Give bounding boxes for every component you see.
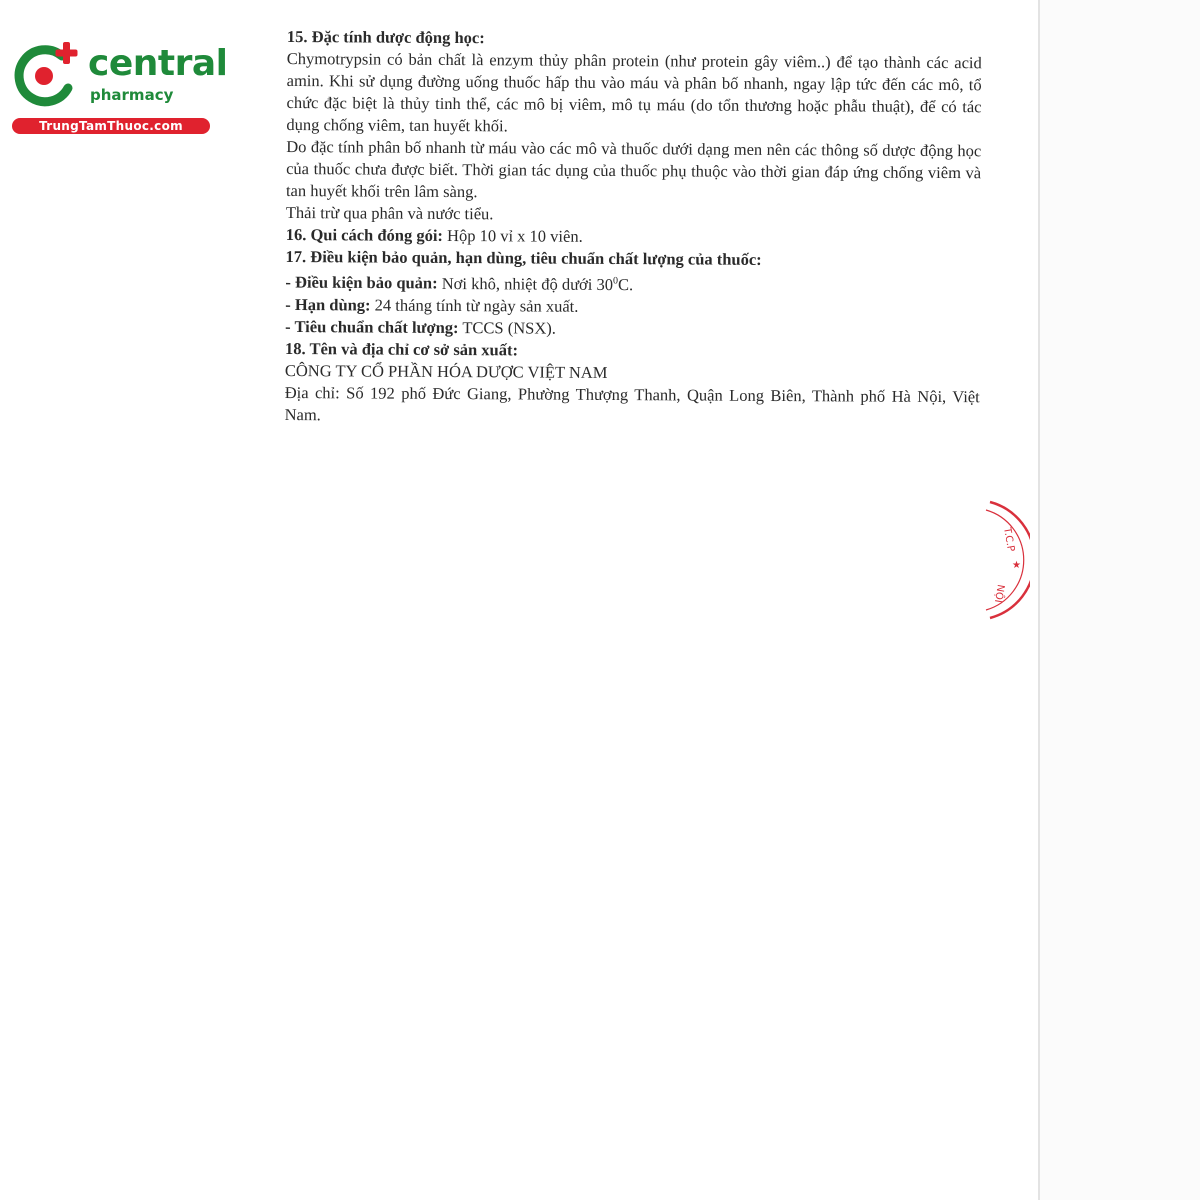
section-16-heading: 16. Qui cách đóng gói: — [285, 224, 444, 245]
storage-line — [285, 268, 980, 298]
storage-value: Nơi khô, nhiệt độ dưới $30^0C$. — [441, 273, 634, 294]
section-15-paragraph-1: Chymotrypsin có bản chất là enzym thủy phân protein (như protein gây viêm..) để tạo thành các acid amin. Khi sử dụng đường uống thuốc hấp thu vào máu và phân bố nhanh, ngay lập tức đến các mô, tổ chức đặc biệt là thủy tinh thể, các mô bị viêm, mô tụ máu (do tổn thương hoặc phẫu thuật), để có tác dụng chống viêm, tan huyết khối. — [286, 48, 982, 136]
pharmacy-cross-logo-icon — [10, 38, 82, 110]
document-body — [285, 26, 982, 430]
shelf-life-label: - Hạn dùng: — [285, 294, 371, 315]
company-seal-stamp — [984, 498, 1030, 622]
degree-superscript: 0 — [612, 274, 619, 287]
section-15-paragraph-3: Thải trừ qua phân và nước tiểu. — [285, 202, 494, 224]
storage-label: - Điều kiện bảo quản: — [285, 272, 438, 293]
section-15-heading: 15. Đặc tính dược động học: — [286, 26, 485, 48]
quality-standard-value: TCCS (NSX). — [462, 317, 556, 338]
central-pharmacy-logo — [10, 38, 228, 138]
shelf-life-value: 24 tháng tính từ ngày sản xuất. — [374, 295, 579, 316]
manufacturer-name: CÔNG TY CỔ PHẦN HÓA DƯỢC VIỆT NAM — [284, 360, 608, 382]
manufacturer-address: Địa chỉ: Số 192 phố Đức Giang, Phường Thượng Thanh, Quận Long Biên, Thành phố Hà Nội, Việt Nam. — [284, 382, 980, 424]
svg-text:T.C.P: T.C.P — [1001, 526, 1017, 553]
svg-text:★: ★ — [1012, 560, 1021, 571]
page-margin-right — [1040, 0, 1200, 1200]
logo-website-banner: TrungTamThuoc.com — [12, 118, 210, 134]
section-17-heading: 17. Điều kiện bảo quản, hạn dùng, tiêu chuẩn chất lượng của thuốc: — [285, 246, 762, 269]
section-18-heading: 18. Tên và địa chỉ cơ sở sản xuất: — [284, 338, 519, 359]
page-edge-line — [1038, 0, 1040, 1200]
svg-text:NỘI: NỘI — [991, 583, 1006, 604]
section-16-value: Hộp 10 vỉ x 10 viên. — [447, 225, 583, 246]
quality-standard-label: - Tiêu chuẩn chất lượng: — [285, 316, 459, 337]
logo-subtitle: pharmacy — [90, 86, 174, 104]
section-15-paragraph-2: Do đặc tính phân bố nhanh từ máu vào các mô và thuốc dưới dạng men nên các thông số dược động học của thuốc chưa được biết. Thời gian tác dụng của thuốc phụ thuộc vào thời gian đáp ứng chống viêm và tan huyết khối trên lâm sàng. — [285, 136, 982, 202]
logo-wordmark: central — [88, 43, 228, 84]
